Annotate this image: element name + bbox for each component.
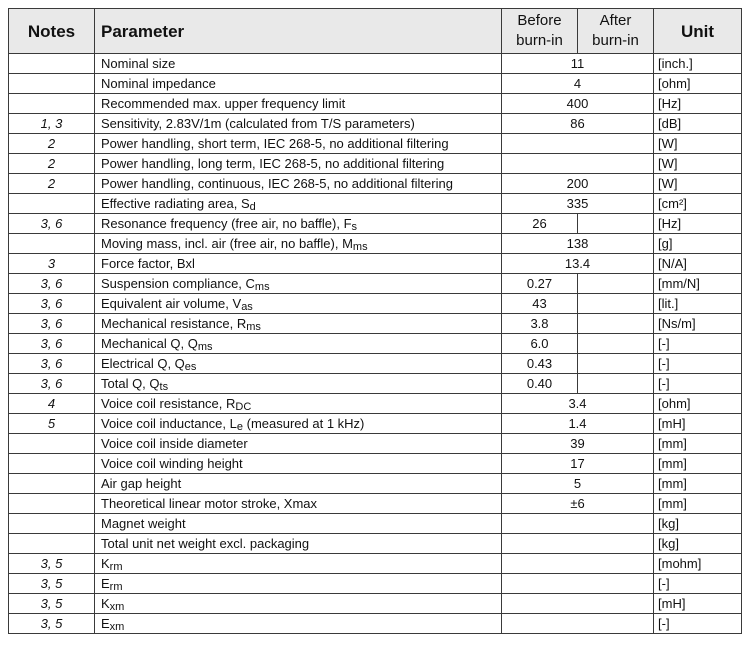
before-burn-in-value: 0.40 — [502, 374, 578, 394]
notes-cell — [9, 194, 95, 214]
before-burn-in-value: 400 — [502, 94, 654, 114]
unit-cell: [lit.] — [654, 294, 742, 314]
notes-cell: 2 — [9, 174, 95, 194]
notes-cell: 3, 6 — [9, 274, 95, 294]
unit-cell: [W] — [654, 134, 742, 154]
table-row — [9, 234, 742, 254]
parameter-subscript: ts — [159, 381, 169, 393]
unit-cell: [Hz] — [654, 94, 742, 114]
unit-cell: [kg] — [654, 534, 742, 554]
table-row — [9, 594, 742, 614]
header-before-line2: burn-in — [516, 32, 563, 49]
parameter-label: Total unit net weight excl. packaging — [101, 536, 310, 551]
parameter-cell — [95, 414, 502, 434]
notes-cell — [9, 474, 95, 494]
parameter-label: Voice coil winding height — [101, 456, 243, 471]
table-row — [9, 474, 742, 494]
unit-cell: [-] — [654, 334, 742, 354]
table-row — [9, 454, 742, 474]
parameter-cell — [95, 254, 502, 274]
parameter-label: E — [101, 576, 110, 591]
notes-cell: 3, 5 — [9, 614, 95, 634]
parameter-label: Force factor, Bxl — [101, 256, 195, 271]
table-row — [9, 314, 742, 334]
parameter-cell — [95, 94, 502, 114]
unit-cell: [mm] — [654, 454, 742, 474]
unit-cell: [mm/N] — [654, 274, 742, 294]
unit-cell: [ohm] — [654, 394, 742, 414]
unit-cell: [W] — [654, 154, 742, 174]
table-row — [9, 434, 742, 454]
parameter-cell — [95, 614, 502, 634]
parameter-cell — [95, 514, 502, 534]
notes-cell: 3, 5 — [9, 574, 95, 594]
before-burn-in-value — [502, 514, 654, 534]
notes-cell — [9, 454, 95, 474]
notes-cell: 3, 6 — [9, 374, 95, 394]
table-row — [9, 214, 742, 234]
parameter-subscript: s — [351, 221, 358, 233]
before-burn-in-value — [502, 534, 654, 554]
table-row — [9, 114, 742, 134]
notes-cell: 3, 6 — [9, 214, 95, 234]
before-burn-in-value: 138 — [502, 234, 654, 254]
parameter-subscript: d — [249, 201, 256, 213]
before-burn-in-value: ±6 — [502, 494, 654, 514]
parameter-subscript: ms — [254, 281, 270, 293]
before-burn-in-value: 39 — [502, 434, 654, 454]
notes-cell: 3, 6 — [9, 314, 95, 334]
parameter-cell — [95, 114, 502, 134]
notes-cell — [9, 514, 95, 534]
before-burn-in-value — [502, 134, 654, 154]
header-parameter: Parameter — [95, 9, 502, 54]
parameter-cell — [95, 154, 502, 174]
parameter-label: Moving mass, incl. air (free air, no baffle), M — [101, 236, 353, 251]
before-burn-in-value: 86 — [502, 114, 654, 134]
parameter-cell — [95, 574, 502, 594]
parameter-label: Mechanical Q, Q — [101, 336, 198, 351]
after-burn-in-value — [578, 354, 654, 374]
before-burn-in-value: 17 — [502, 454, 654, 474]
parameter-cell — [95, 454, 502, 474]
notes-cell — [9, 234, 95, 254]
header-after-line1: After — [599, 12, 632, 29]
unit-cell: [ohm] — [654, 74, 742, 94]
unit-cell: [mH] — [654, 414, 742, 434]
before-burn-in-value: 43 — [502, 294, 578, 314]
parameter-subscript: ms — [352, 241, 368, 253]
unit-cell: [dB] — [654, 114, 742, 134]
before-burn-in-value: 26 — [502, 214, 578, 234]
parameter-cell — [95, 274, 502, 294]
parameter-cell — [95, 194, 502, 214]
table-row — [9, 514, 742, 534]
table-row — [9, 394, 742, 414]
notes-cell: 1, 3 — [9, 114, 95, 134]
parameter-label: Mechanical resistance, R — [101, 316, 247, 331]
before-burn-in-value: 3.8 — [502, 314, 578, 334]
header-before-burn-in — [502, 9, 578, 54]
before-burn-in-value: 13.4 — [502, 254, 654, 274]
unit-cell: [W] — [654, 174, 742, 194]
table-row — [9, 554, 742, 574]
header-after-burn-in — [578, 9, 654, 54]
notes-cell: 4 — [9, 394, 95, 414]
table-row — [9, 534, 742, 554]
before-burn-in-value — [502, 154, 654, 174]
before-burn-in-value — [502, 554, 654, 574]
before-burn-in-value: 5 — [502, 474, 654, 494]
table-row — [9, 334, 742, 354]
table-row — [9, 294, 742, 314]
parameter-label: Magnet weight — [101, 516, 186, 531]
spec-table-container — [8, 8, 742, 634]
parameter-cell — [95, 354, 502, 374]
parameter-subscript: es — [184, 361, 197, 373]
unit-cell: [-] — [654, 574, 742, 594]
parameter-label: Power handling, continuous, IEC 268-5, no additional filtering — [101, 176, 453, 191]
header-before-line1: Before — [517, 12, 562, 29]
header-notes: Notes — [9, 9, 95, 54]
notes-cell: 5 — [9, 414, 95, 434]
parameter-subscript: DC — [235, 401, 252, 413]
parameter-label: Voice coil resistance, R — [101, 396, 236, 411]
unit-cell: [g] — [654, 234, 742, 254]
parameter-subscript: ms — [197, 341, 213, 353]
parameter-label: Air gap height — [101, 476, 182, 491]
parameter-label: Electrical Q, Q — [101, 356, 185, 371]
table-row — [9, 174, 742, 194]
unit-cell: [-] — [654, 354, 742, 374]
notes-cell: 2 — [9, 134, 95, 154]
notes-cell: 3, 6 — [9, 354, 95, 374]
parameter-label: E — [101, 616, 110, 631]
notes-cell — [9, 94, 95, 114]
after-burn-in-value — [578, 294, 654, 314]
after-burn-in-value — [578, 374, 654, 394]
parameter-subscript: xm — [109, 621, 125, 633]
parameter-label: Nominal impedance — [101, 76, 216, 91]
parameter-subscript: as — [241, 301, 253, 313]
parameter-label: Voice coil inductance, L — [101, 416, 237, 431]
parameter-cell — [95, 394, 502, 414]
table-row — [9, 414, 742, 434]
parameter-cell — [95, 54, 502, 74]
unit-cell: [inch.] — [654, 54, 742, 74]
table-row — [9, 194, 742, 214]
notes-cell: 3 — [9, 254, 95, 274]
unit-cell: [Hz] — [654, 214, 742, 234]
unit-cell: [-] — [654, 614, 742, 634]
unit-cell: [mohm] — [654, 554, 742, 574]
parameter-label: Recommended max. upper frequency limit — [101, 96, 346, 111]
unit-cell: [Ns/m] — [654, 314, 742, 334]
unit-cell: [mm] — [654, 474, 742, 494]
header-unit: Unit — [654, 9, 742, 54]
unit-cell: [kg] — [654, 514, 742, 534]
parameter-subscript: rm — [109, 561, 123, 573]
parameter-label: Power handling, short term, IEC 268-5, no additional filtering — [101, 136, 449, 151]
parameter-label: Voice coil inside diameter — [101, 436, 248, 451]
parameter-label: Theoretical linear motor stroke, Xmax — [101, 496, 318, 511]
parameter-subscript: ms — [246, 321, 261, 333]
notes-cell — [9, 54, 95, 74]
table-row — [9, 94, 742, 114]
unit-cell: [cm²] — [654, 194, 742, 214]
header-after-line2: burn-in — [592, 32, 639, 49]
parameter-label: Resonance frequency (free air, no baffle), F — [101, 216, 352, 231]
before-burn-in-value: 200 — [502, 174, 654, 194]
table-row — [9, 54, 742, 74]
parameter-subscript: rm — [109, 581, 123, 593]
parameter-label: K — [101, 556, 110, 571]
table-row — [9, 494, 742, 514]
table-row — [9, 74, 742, 94]
parameter-label: Equivalent air volume, V — [101, 296, 242, 311]
table-row — [9, 354, 742, 374]
parameter-cell — [95, 554, 502, 574]
before-burn-in-value — [502, 614, 654, 634]
notes-cell: 3, 5 — [9, 594, 95, 614]
parameter-cell — [95, 374, 502, 394]
parameter-label: Effective radiating area, S — [101, 196, 250, 211]
header-row — [9, 9, 742, 54]
notes-cell — [9, 434, 95, 454]
unit-cell: [mH] — [654, 594, 742, 614]
table-row — [9, 614, 742, 634]
table-row — [9, 274, 742, 294]
after-burn-in-value — [578, 334, 654, 354]
parameter-subscript: xm — [109, 601, 125, 613]
unit-cell: [-] — [654, 374, 742, 394]
parameter-label: K — [101, 596, 110, 611]
before-burn-in-value — [502, 594, 654, 614]
table-row — [9, 374, 742, 394]
notes-cell: 3, 6 — [9, 294, 95, 314]
before-burn-in-value: 6.0 — [502, 334, 578, 354]
parameter-suffix: (measured at 1 kHz) — [243, 416, 365, 431]
after-burn-in-value — [578, 274, 654, 294]
notes-cell — [9, 534, 95, 554]
parameter-cell — [95, 334, 502, 354]
before-burn-in-value: 4 — [502, 74, 654, 94]
table-row — [9, 134, 742, 154]
parameter-cell — [95, 534, 502, 554]
parameter-cell — [95, 134, 502, 154]
parameter-subscript: e — [236, 421, 243, 433]
parameter-cell — [95, 74, 502, 94]
parameter-label: Suspension compliance, C — [101, 276, 255, 291]
before-burn-in-value: 0.43 — [502, 354, 578, 374]
table-row — [9, 254, 742, 274]
parameter-cell — [95, 314, 502, 334]
parameter-cell — [95, 294, 502, 314]
before-burn-in-value — [502, 574, 654, 594]
before-burn-in-value: 1.4 — [502, 414, 654, 434]
before-burn-in-value: 0.27 — [502, 274, 578, 294]
notes-cell: 3, 5 — [9, 554, 95, 574]
table-row — [9, 154, 742, 174]
parameter-cell — [95, 174, 502, 194]
before-burn-in-value: 3.4 — [502, 394, 654, 414]
parameter-label: Power handling, long term, IEC 268-5, no additional filtering — [101, 156, 445, 171]
notes-cell: 2 — [9, 154, 95, 174]
notes-cell — [9, 494, 95, 514]
parameter-cell — [95, 494, 502, 514]
parameter-cell — [95, 234, 502, 254]
notes-cell: 3, 6 — [9, 334, 95, 354]
spec-table — [8, 8, 742, 634]
parameter-label: Total Q, Q — [101, 376, 160, 391]
after-burn-in-value — [578, 314, 654, 334]
parameter-cell — [95, 214, 502, 234]
table-row — [9, 574, 742, 594]
parameter-cell — [95, 594, 502, 614]
parameter-label: Sensitivity, 2.83V/1m (calculated from T/S parameters) — [101, 116, 415, 131]
unit-cell: [N/A] — [654, 254, 742, 274]
after-burn-in-value — [578, 214, 654, 234]
before-burn-in-value: 335 — [502, 194, 654, 214]
notes-cell — [9, 74, 95, 94]
unit-cell: [mm] — [654, 494, 742, 514]
before-burn-in-value: 11 — [502, 54, 654, 74]
parameter-label: Nominal size — [101, 56, 176, 71]
unit-cell: [mm] — [654, 434, 742, 454]
parameter-cell — [95, 434, 502, 454]
spec-table-body — [9, 54, 742, 634]
parameter-cell — [95, 474, 502, 494]
